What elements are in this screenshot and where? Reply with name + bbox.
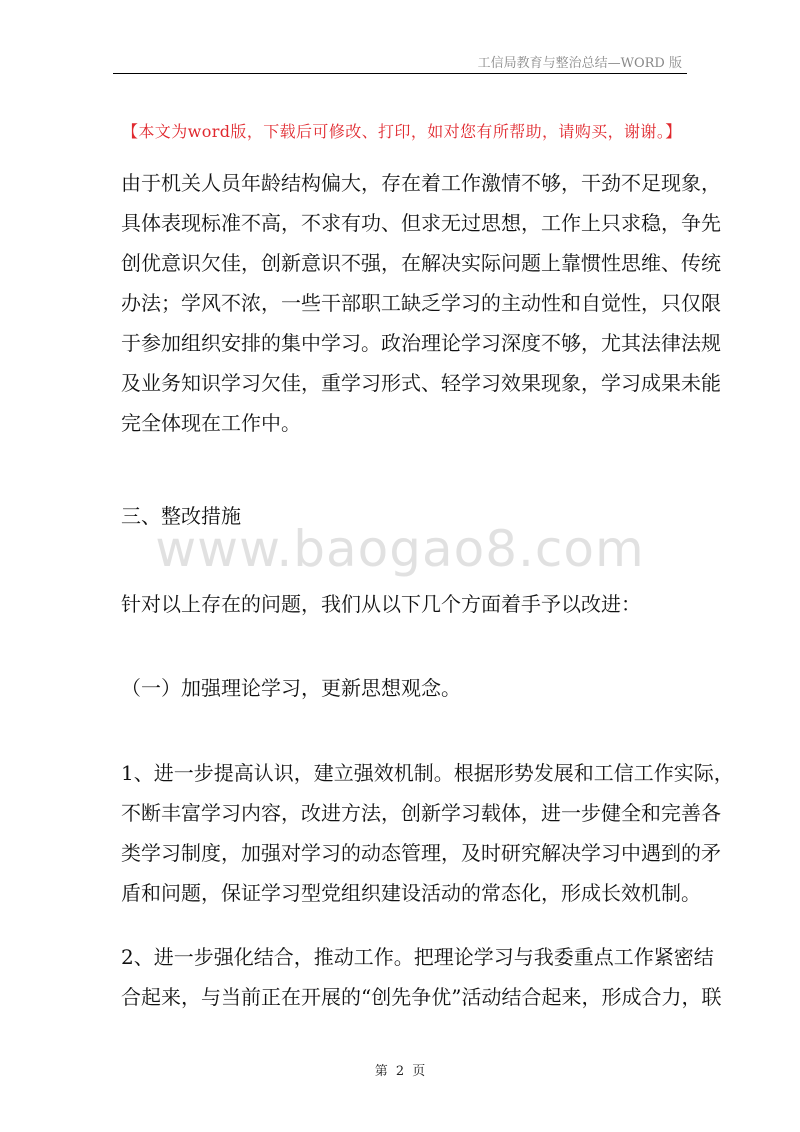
paragraph-line: 合起来，与当前正在开展的“创先争优”活动结合起来，形成合力，联	[121, 985, 722, 1009]
item2-paragraph	[121, 937, 722, 1017]
paragraph-line: 1、进一步提高认识，建立强效机制。根据形势发展和工信工作实际，	[121, 761, 734, 785]
item1-paragraph	[121, 753, 734, 913]
intro-paragraph: 针对以上存在的问题，我们从以下几个方面着手予以改进：	[121, 592, 641, 616]
section-heading: 三、整改措施	[121, 504, 241, 528]
footer-suffix: 页	[412, 1064, 426, 1079]
header-title: 工信局教育与整治总结—WORD 版	[477, 56, 682, 71]
paragraph-line: 于参加组织安排的集中学习。政治理论学习深度不够，尤其法律法规	[121, 331, 721, 355]
problem-paragraph	[121, 163, 721, 443]
paragraph-line: 完全体现在工作中。	[121, 411, 301, 435]
sub-heading: （一）加强理论学习，更新思想观念。	[121, 676, 461, 700]
paragraph-line: 及业务知识学习欠佳，重学习形式、轻学习效果现象，学习成果未能	[121, 371, 721, 395]
paragraph-line: 类学习制度，加强对学习的动态管理，及时研究解决学习中遇到的矛	[121, 841, 721, 865]
page-number: 2	[395, 1064, 405, 1079]
paragraph-line: 办法；学风不浓，一些干部职工缺乏学习的主动性和自觉性，只仅限	[121, 291, 721, 315]
paragraph-line: 创优意识欠佳，创新意识不强，在解决实际问题上靠惯性思维、传统	[121, 251, 721, 275]
paragraph-line: 盾和问题，保证学习型党组织建设活动的常态化，形成长效机制。	[121, 881, 701, 905]
purchase-notice: 【本文为word版，下载后可修改、打印，如对您有所帮助，请购买，谢谢。】	[122, 122, 682, 141]
page-footer	[0, 1060, 800, 1079]
header-divider	[113, 73, 687, 74]
footer-prefix: 第	[374, 1064, 388, 1079]
paragraph-line: 不断丰富学习内容，改进方法，创新学习载体，进一步健全和完善各	[121, 801, 721, 825]
watermark: www.baogao8.com	[155, 520, 645, 578]
paragraph-line: 具体表现标准不高，不求有功、但求无过思想，工作上只求稳，争先	[121, 211, 721, 235]
paragraph-line: 2、进一步强化结合，推动工作。把理论学习与我委重点工作紧密结	[121, 945, 714, 969]
paragraph-line: 由于机关人员年龄结构偏大，存在着工作激情不够，干劲不足现象，	[121, 171, 721, 195]
